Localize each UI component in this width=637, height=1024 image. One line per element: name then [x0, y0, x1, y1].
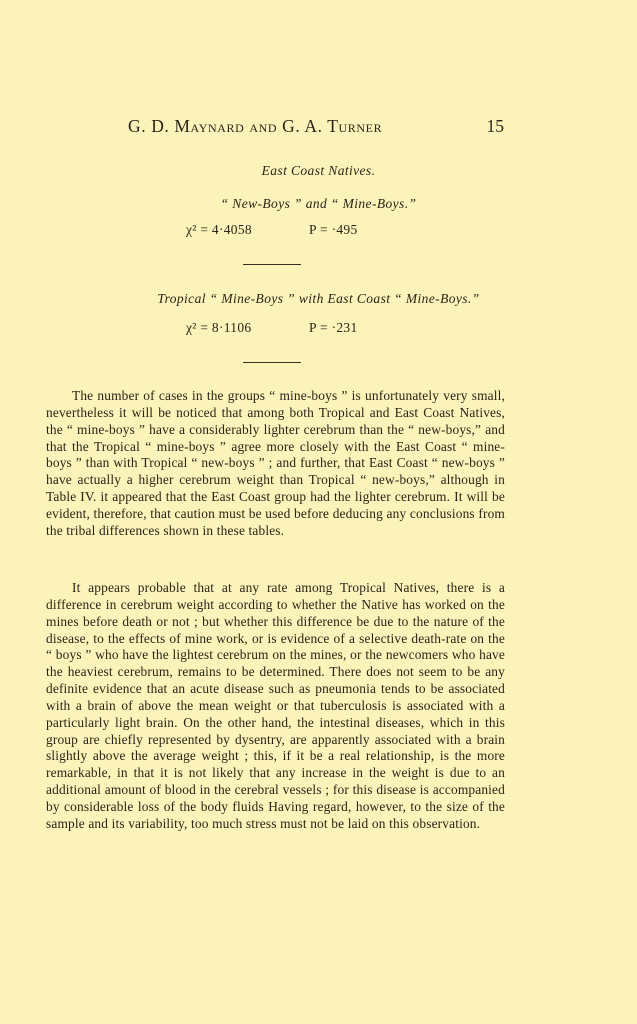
p-value-2: P = ·231 [309, 320, 358, 335]
section-subtitle-new-mine-boys: “ New-Boys ” and “ Mine-Boys.” [220, 196, 417, 211]
chi-square-value-1: χ² = 4·4058 [186, 222, 252, 237]
page-number: 15 [486, 116, 504, 136]
section-title-tropical-vs-east-coast: Tropical “ Mine-Boys ” with East Coast “ Mine-Boys.” [157, 291, 480, 306]
section-divider-2 [243, 362, 301, 363]
body-paragraph-1: The number of cases in the groups “ mine-boys ” is unfortunately very small, nevertheless it will be noticed that among both Tropical and East Coast Natives, the “ mine-boys ” have a considerably lighter cerebrum than the “ new-boys,” and that the Tropical “ mine-boys ” agree more closely with the East Coast “ mine-boys ” than with Tropical “ new-boys ” ; and further, that East Coast “ new-boys ” have actually a higher cerebrum weight than Tropical “ new-boys,” although in Table IV. it appeared that the East Coast group had the lighter cerebrum. It will be evident, therefore, that caution must be used before deducing any conclusions from the tribal differences shown in these tables. [46, 388, 505, 538]
section-divider-1 [243, 264, 301, 265]
section-title-east-coast: East Coast Natives. [261, 163, 376, 178]
chi-square-value-2: χ² = 8·1106 [186, 320, 252, 335]
body-paragraph-2: It appears probable that at any rate among Tropical Natives, there is a difference in cerebrum weight according to whether the Native has worked on the mines before death or not ; but whether this difference be due to the nature of the disease, to the effects of mine work, or is evidence of a selective death-rate on the “ boys ” who have the lightest cerebrum on the mines, or the newcomers who have the heaviest cerebrum, remains to be determined. There does not seem to be any definite evidence that an acute disease such as pneumonia tends to be associated with a brain of above the mean weight or that tuberculosis is associated with a particularly light brain. On the other hand, the intestinal diseases, which in this group are chiefly represented by dysentry, are apparently associated with a brain slightly above the average weight ; this, if it be a real relationship, is the more remarkable, in that it is not likely that any increase in the weight is due to an additional amount of blood in the cerebral vessels ; for this disease is accompanied by considerable loss of the body fluids Having regard, however, to the size of the sample and its variability, too much stress must not be laid on this observation. [46, 580, 505, 831]
p-value-1: P = ·495 [309, 222, 358, 237]
running-head [128, 116, 504, 138]
running-head-authors: G. D. Maynard and G. A. Turner [128, 116, 383, 136]
